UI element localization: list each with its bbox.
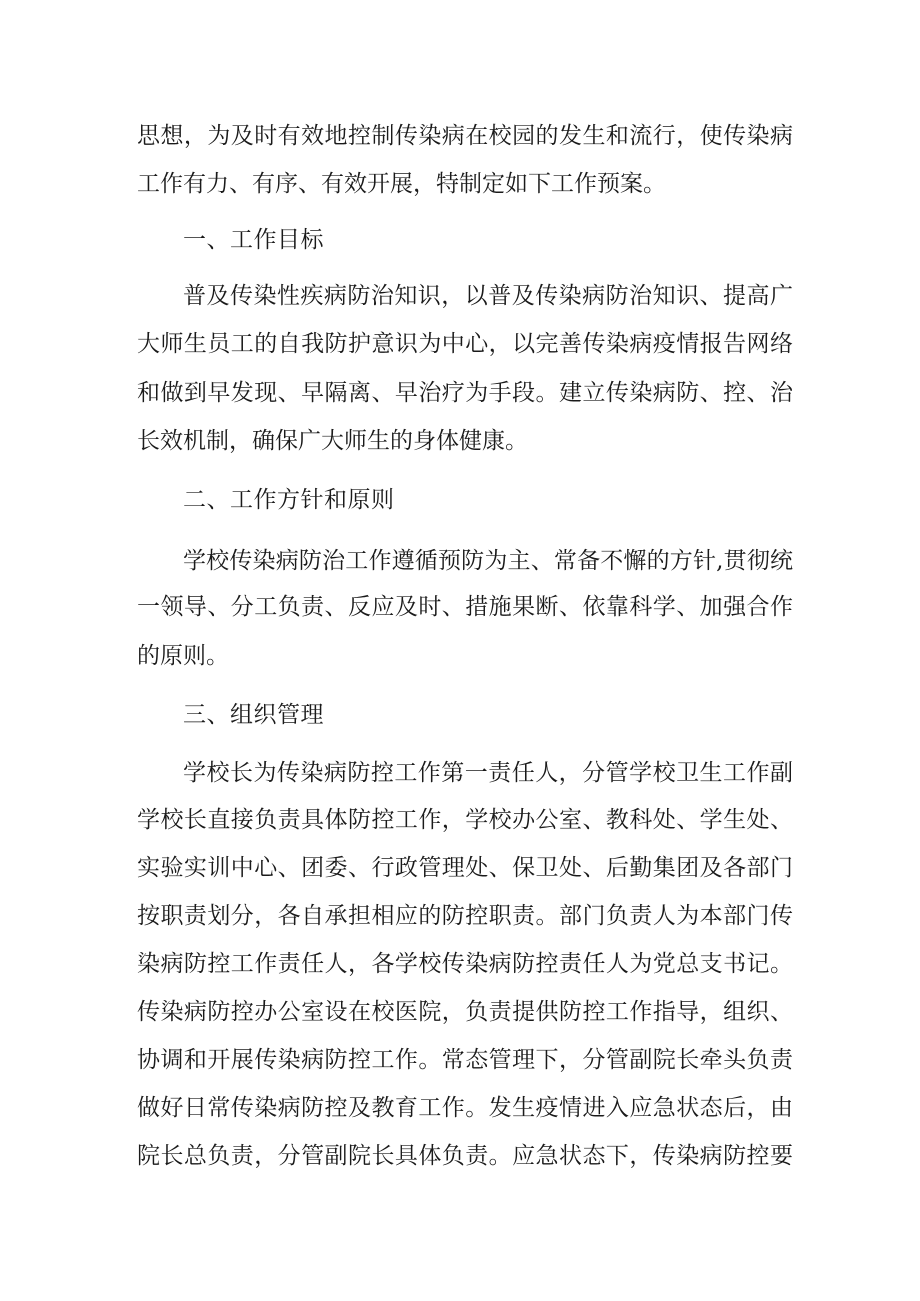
section1-line-2: 大师生员工的自我防护意识为中心，以完善传染病疫情报告网络: [137, 331, 793, 357]
section3-line-6: 传染病防控办公室设在校医院，负责提供防控工作指导，组织、: [137, 999, 793, 1025]
section-heading-organization: 三、组织管理: [183, 702, 324, 728]
intro-line-2: 工作有力、有序、有效开展，特制定如下工作预案。: [137, 171, 666, 197]
section3-line-3: 实验实训中心、团委、行政管理处、保卫处、后勤集团及各部门: [137, 855, 793, 881]
section1-line-1: 普及传染性疾病防治知识，以普及传染病防治知识、提高广: [183, 283, 793, 309]
section1-line-3: 和做到早发现、早隔离、早治疗为手段。建立传染病防、控、治: [137, 380, 793, 406]
section3-line-5: 染病防控工作责任人，各学校传染病防控责任人为党总支书记。: [137, 951, 793, 977]
section2-line-3: 的原则。: [137, 643, 229, 669]
section2-line-1: 学校传染病防治工作遵循预防为主、常备不懈的方针,贯彻统: [183, 548, 793, 574]
section2-line-2: 一领导、分工负责、反应及时、措施果断、依靠科学、加强合作: [137, 594, 793, 620]
section3-line-9: 院长总负责，分管副院长具体负责。应急状态下，传染病防控要: [137, 1143, 793, 1169]
section-heading-goals: 一、工作目标: [183, 227, 324, 253]
section3-line-2: 学校长直接负责具体防控工作，学校办公室、教科处、学生处、: [137, 807, 793, 833]
section3-line-1: 学校长为传染病防控工作第一责任人，分管学校卫生工作副: [183, 760, 793, 786]
section-heading-principles: 二、工作方针和原则: [183, 487, 395, 513]
section3-line-8: 做好日常传染病防控及教育工作。发生疫情进入应急状态后，由: [137, 1095, 793, 1121]
section1-line-4: 长效机制，确保广大师生的身体健康。: [137, 428, 528, 454]
section3-line-7: 协调和开展传染病防控工作。常态管理下，分管副院长牵头负责: [137, 1047, 793, 1073]
intro-line-1: 思想，为及时有效地控制传染病在校园的发生和流行，使传染病: [137, 123, 793, 149]
section3-line-4: 按职责划分，各自承担相应的防控职责。部门负责人为本部门传: [137, 903, 793, 929]
